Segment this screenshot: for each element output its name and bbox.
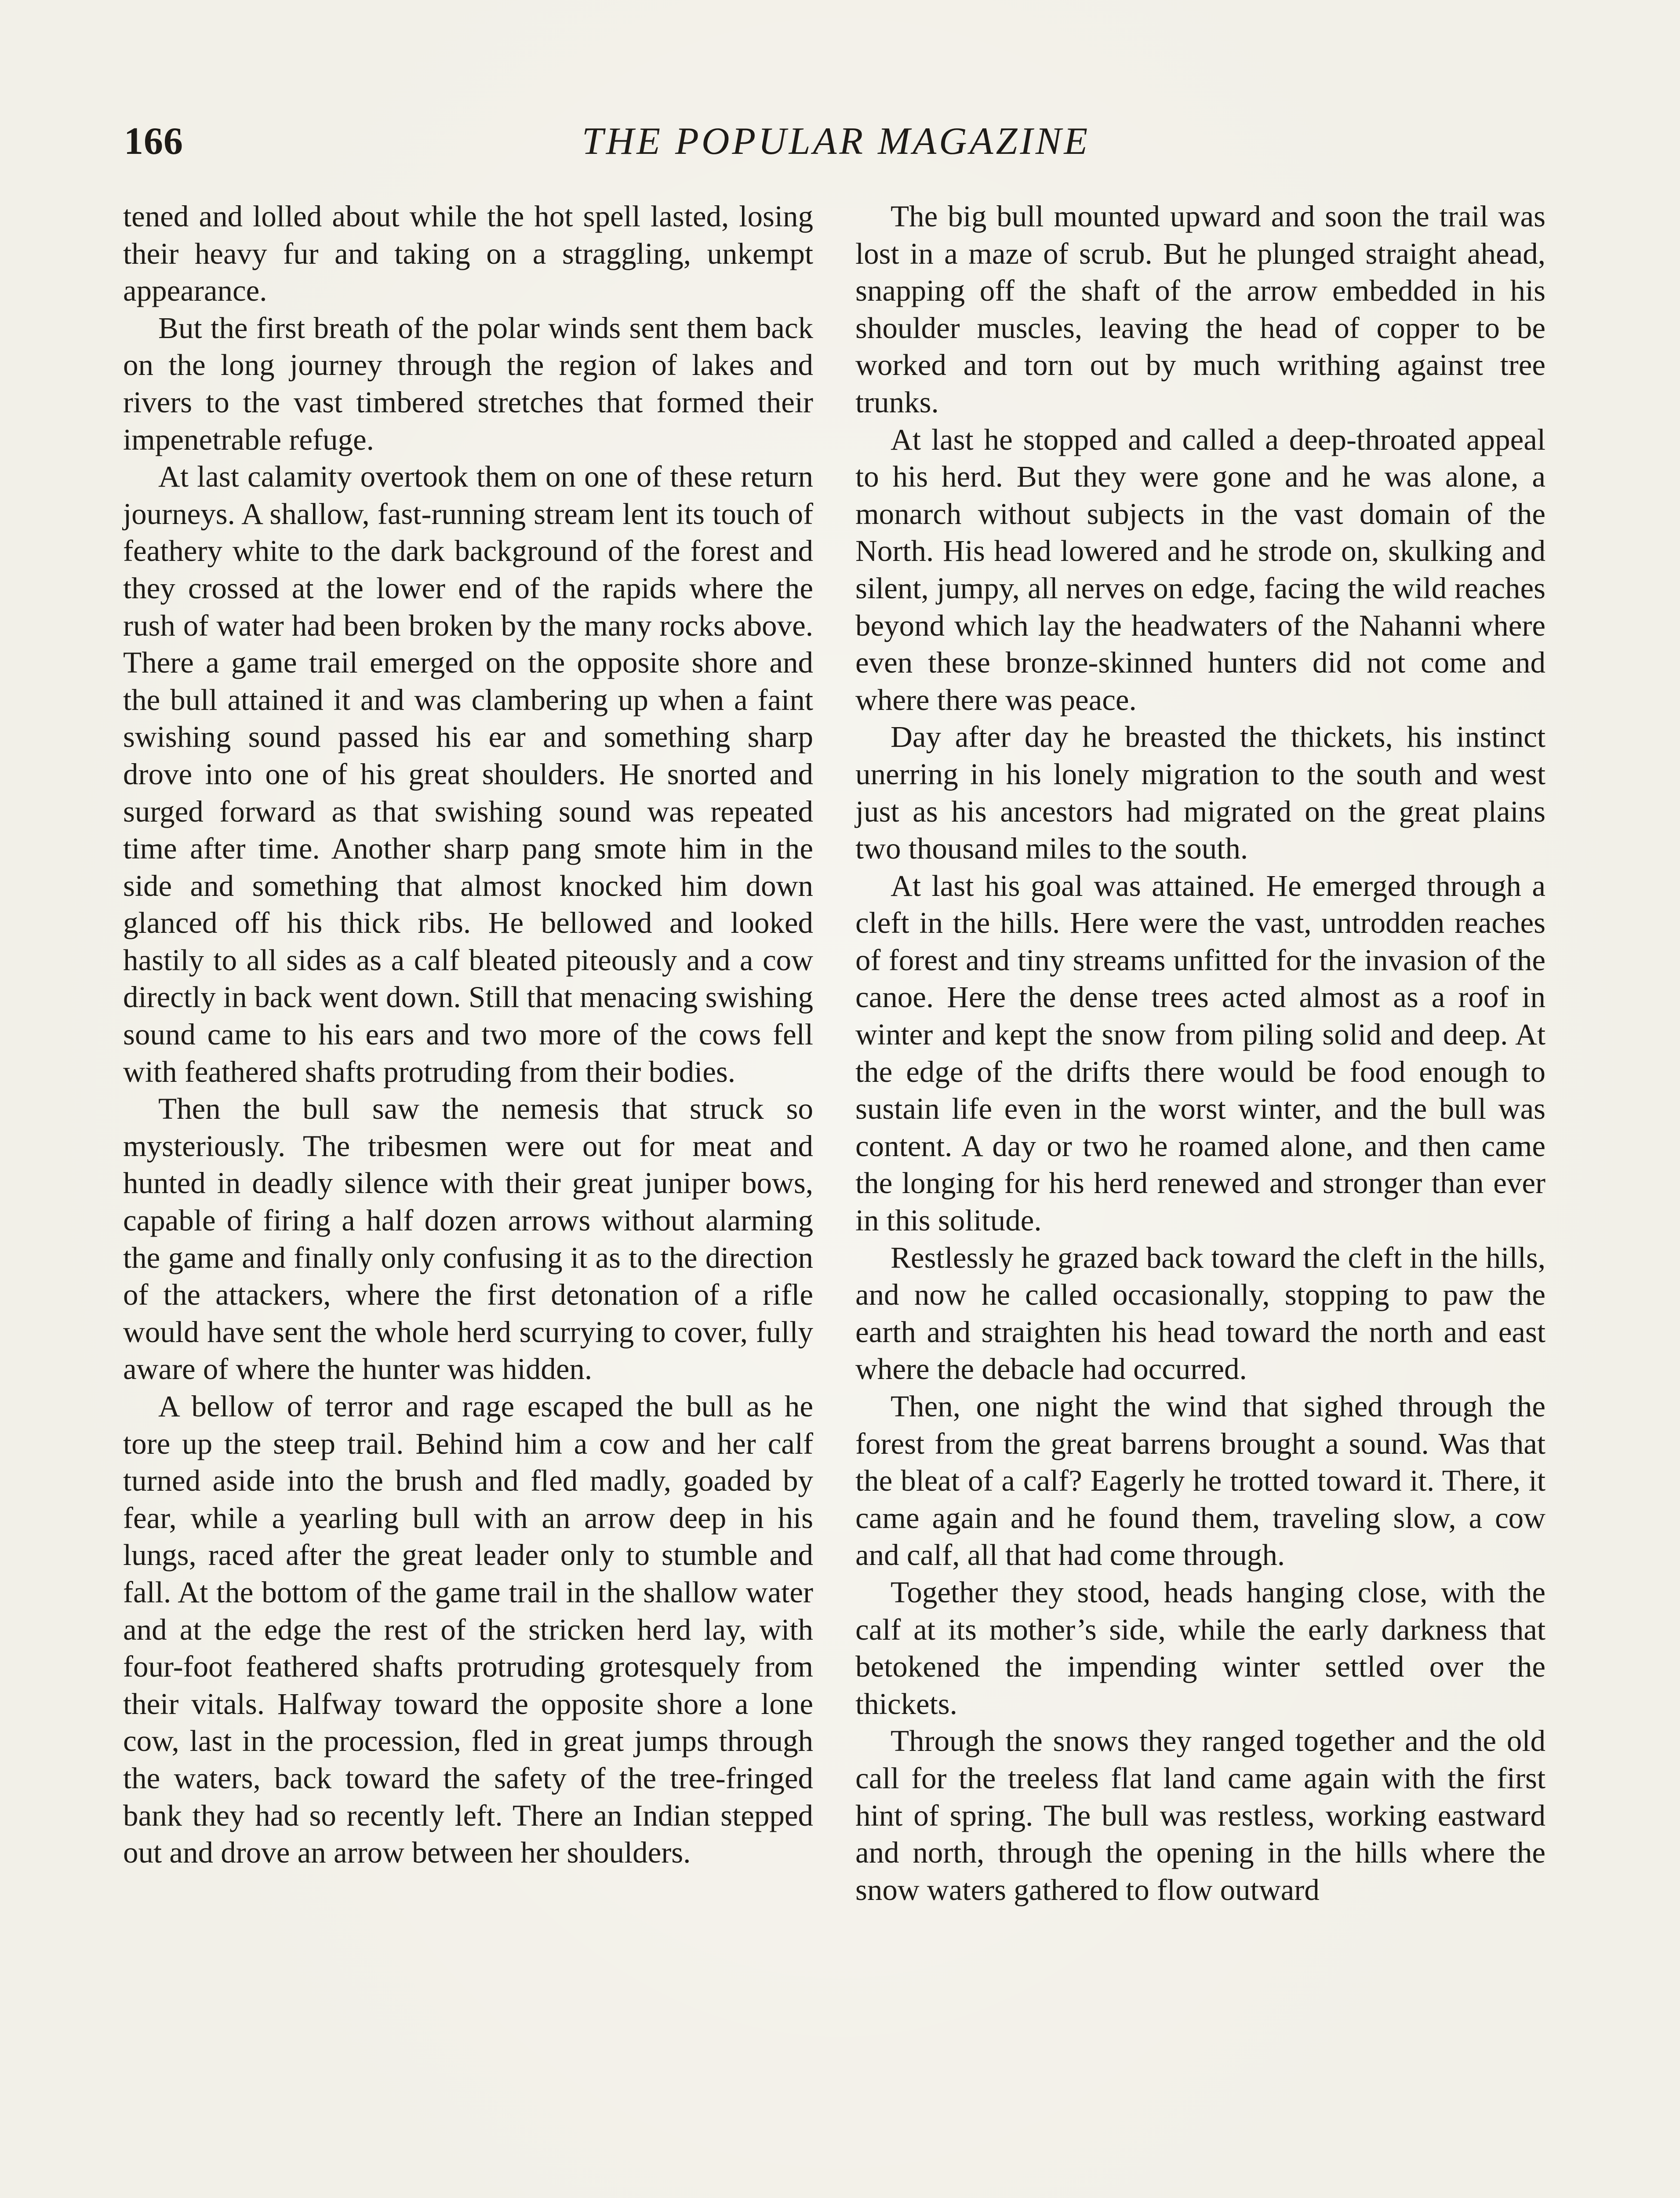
paragraph: At last he stopped and called a deep-throated appeal to his herd. But they were gone and he was alone, a monarch without subjects in the vast domain of the North. His head lowered and he strode on, skulking and silent, jumpy, all nerves on edge, facing the wild reaches beyond which lay the headwaters of the Nahanni where even these bronze-skinned hunters did not come and where there was peace. <box>855 422 1545 717</box>
paragraph: The big bull mounted upward and soon the trail was lost in a maze of scrub. But he plunged straight ahead, snapping off the shaft of the arrow embedded in his shoulder muscles, leaving the head of copper to be worked and torn out by much writhing against tree trunks. <box>855 200 1545 419</box>
paragraph: Then the bull saw the nemesis that struck so mysteriously. The tribesmen were out for meat and hunted in deadly silence with their great juniper bows, capable of firing a half dozen arrows without alarming the game and finally only confusing it as to the direction of the attackers, where the first detonation of a rifle would have sent the whole herd scurrying to cover, fully aware of where the hunter was hidden. <box>123 1092 813 1386</box>
magazine-title: THE POPULAR MAGAZINE <box>582 120 1091 163</box>
paragraph: Then, one night the wind that sighed through the forest from the great barrens brought a sound. Was that the bleat of a calf? Eagerly he trotted toward it. There, it came again and he found them, traveling slow, a cow and calf, all that had come through. <box>855 1390 1545 1572</box>
paragraph: Together they stood, heads hanging close, with the calf at its mother’s side, while the early darkness that betokened the impending winter settled over the thickets. <box>855 1575 1545 1721</box>
paragraph: Through the snows they ranged together and the old call for the treeless flat land came again with the first hint of spring. The bull was restless, working eastward and north, through the opening in the hills where the snow waters gathered to flow outward <box>855 1724 1545 1907</box>
paragraph: Day after day he breasted the thickets, his instinct unerring in his lonely migration to the south and west just as his ancestors had migrated on the great plains two thousand miles to the south. <box>855 720 1545 866</box>
paragraph: But the first breath of the polar winds sent them back on the long journey through the region of lakes and rivers to the vast timbered stretches that formed their impenetrable refuge. <box>123 311 813 456</box>
running-head <box>124 115 1548 168</box>
paragraph: A bellow of terror and rage escaped the bull as he tore up the steep trail. Behind him a cow and her calf turned aside into the brush and fled madly, goaded by fear, while a yearling bull with an arrow deep in his lungs, raced after the great leader only to stumble and fall. At the bottom of the game trail in the shallow water and at the edge the rest of the stricken herd lay, with four-foot feathered shafts protruding grotesquely from their vitals. Halfway toward the opposite shore a lone cow, last in the procession, fled in great jumps through the waters, back toward the safety of the tree-fringed bank they had so recently left. There an Indian stepped out and drove an arrow between her shoulders. <box>123 1390 813 1870</box>
right-column <box>855 198 1545 1908</box>
page-number: 166 <box>124 120 183 163</box>
left-column <box>123 198 813 1871</box>
paragraph: At last calamity overtook them on one of these return journeys. A shallow, fast-running stream lent its touch of feathery white to the dark background of the forest and they crossed at the lower end of the rapids where the rush of water had been broken by the many rocks above. There a game trail emerged on the opposite shore and the bull attained it and was clambering up when a faint swishing sound passed his ear and something sharp drove into one of his great shoulders. He snorted and surged forward as that swishing sound was repeated time after time. Another sharp pang smote him in the side and something that almost knocked him down glanced off his thick ribs. He bellowed and looked hastily to all sides as a calf bleated piteously and a cow directly in back went down. Still that menacing swishing sound came to his ears and two more of the cows fell with feathered shafts protruding from their bodies. <box>123 460 813 1088</box>
paragraph: Restlessly he grazed back toward the cleft in the hills, and now he called occasionally, stopping to paw the earth and straighten his head toward the north and east where the debacle had occurred. <box>855 1241 1545 1386</box>
paragraph: tened and lolled about while the hot spell lasted, losing their heavy fur and taking on a straggling, unkempt appearance. <box>123 200 813 308</box>
paragraph: At last his goal was attained. He emerged through a cleft in the hills. Here were the vast, untrodden reaches of forest and tiny streams unfitted for the invasion of the canoe. Here the dense trees acted almost as a roof in winter and kept the snow from piling solid and deep. At the edge of the drifts there would be food enough to sustain life even in the worst winter, and the bull was content. A day or two he roamed alone, and then came the longing for his herd renewed and stronger than ever in this solitude. <box>855 869 1545 1237</box>
